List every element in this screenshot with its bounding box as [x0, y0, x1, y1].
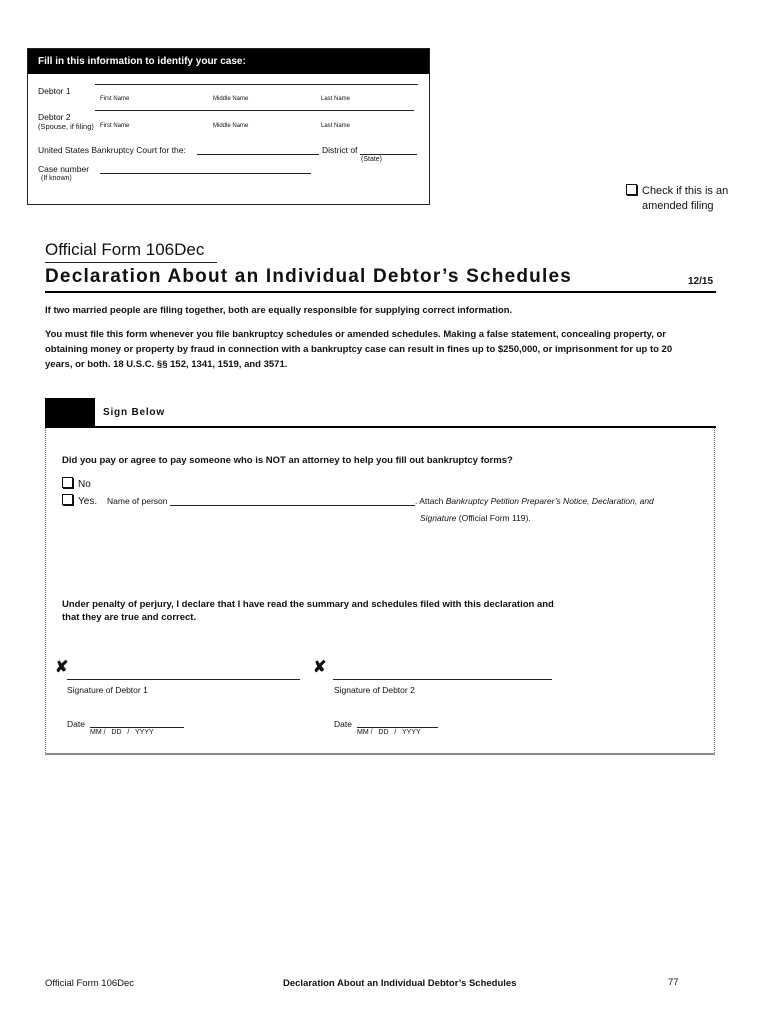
sign-section-box	[45, 428, 715, 755]
signature-x-icon: ✘	[313, 659, 327, 676]
yes-checkbox[interactable]	[62, 494, 73, 505]
attach-instruction-cont	[420, 513, 531, 523]
attach-instruction	[415, 496, 654, 506]
intro-warning-line3: years, or both. 18 U.S.C. §§ 152, 1341, 1519, and 3571.	[45, 359, 288, 370]
intro-warning	[45, 327, 672, 372]
debtor1-date-format: MM / DD / YYYY	[90, 729, 154, 736]
debtor2-first-name-caption: First Name	[100, 123, 130, 129]
footer-form-name: Official Form 106Dec	[45, 978, 135, 989]
state-caption: (State)	[361, 156, 383, 163]
debtor2-last-name-caption: Last Name	[321, 123, 351, 129]
attach-prefix: . Attach	[415, 496, 444, 506]
case-box-header: Fill in this information to identify your case:	[28, 49, 429, 74]
form-title: Declaration About an Individual Debtor’s Schedules	[45, 266, 572, 287]
intro-warning-line2: obtaining money or property by fraud in connection with a bankruptcy case can result in fines up to $250,000, or imprisonment for up to 20	[45, 344, 673, 355]
option-no[interactable]	[62, 477, 91, 490]
debtor1-signature-field[interactable]	[67, 679, 300, 680]
intro-warning-line1: You must file this form whenever you file bankruptcy schedules or amended schedules. Making a false statement, concealing property, or	[45, 329, 667, 340]
perjury-line2: that they are true and correct.	[62, 612, 197, 623]
court-label: United States Bankruptcy Court for the:	[38, 145, 186, 155]
debtor1-name-field[interactable]	[95, 84, 418, 85]
debtor2-date-format: MM / DD / YYYY	[357, 729, 421, 736]
debtor1-first-name-caption: First Name	[100, 96, 130, 102]
district-label: District of	[322, 145, 358, 155]
sign-section-heading: Sign Below	[103, 407, 165, 418]
debtor2-date-field[interactable]	[357, 727, 438, 728]
debtor1-signature-label: Signature of Debtor 1	[67, 685, 148, 695]
footer-form-title: Declaration About an Individual Debtor’s Schedules	[283, 978, 517, 989]
form-name-underline	[45, 262, 217, 263]
intro-married-note: If two married people are filing together, both are equally responsible for supplying correct information.	[45, 305, 513, 316]
case-number-if-known: (If known)	[41, 175, 72, 182]
name-of-person-label: Name of person	[107, 496, 168, 506]
title-rule	[45, 291, 716, 293]
debtor1-date-label: Date	[67, 719, 85, 729]
amended-line1: Check if this is an	[642, 185, 729, 197]
perjury-statement	[62, 598, 554, 624]
debtor2-name-field[interactable]	[95, 110, 414, 111]
page-number: 77	[668, 977, 679, 988]
attach-form-title: Bankruptcy Petition Preparer’s Notice, Declaration, and	[445, 496, 654, 506]
debtor2-signature-label: Signature of Debtor 2	[334, 685, 415, 695]
district-field[interactable]	[360, 154, 417, 155]
amended-filing-checkbox[interactable]	[626, 184, 637, 195]
amended-line2: amended filing	[642, 200, 714, 212]
debtor2-middle-name-caption: Middle Name	[213, 123, 249, 129]
court-field[interactable]	[197, 154, 319, 155]
debtor1-last-name-caption: Last Name	[321, 96, 351, 102]
debtor1-middle-name-caption: Middle Name	[213, 96, 249, 102]
debtor2-date-label: Date	[334, 719, 352, 729]
form-name: Official Form 106Dec	[45, 240, 205, 259]
preparer-question: Did you pay or agree to pay someone who is NOT an attorney to help you fill out bankruptcy forms?	[62, 455, 513, 466]
signature-x-icon: ✘	[55, 659, 69, 676]
attach-signature-word: Signature	[420, 513, 457, 523]
debtor2-label: Debtor 2	[38, 112, 71, 122]
no-label: No	[78, 479, 91, 490]
sign-section-tab	[45, 398, 95, 426]
no-checkbox[interactable]	[62, 477, 73, 488]
yes-label: Yes.	[78, 496, 98, 507]
case-number-label: Case number	[38, 164, 90, 174]
case-number-field[interactable]	[100, 173, 311, 174]
perjury-line1: Under penalty of perjury, I declare that I have read the summary and schedules filed with this declaration and	[62, 599, 554, 610]
attach-suffix: (Official Form 119).	[458, 513, 531, 523]
debtor2-spouse-note: (Spouse, if filing)	[38, 122, 94, 131]
form-version-date: 12/15	[688, 276, 714, 287]
amended-filing-option[interactable]	[626, 184, 728, 214]
debtor1-date-field[interactable]	[90, 727, 184, 728]
debtor1-label: Debtor 1	[38, 86, 71, 96]
option-yes[interactable]	[62, 494, 97, 507]
name-of-person-field[interactable]	[170, 505, 415, 506]
debtor2-signature-field[interactable]	[333, 679, 552, 680]
